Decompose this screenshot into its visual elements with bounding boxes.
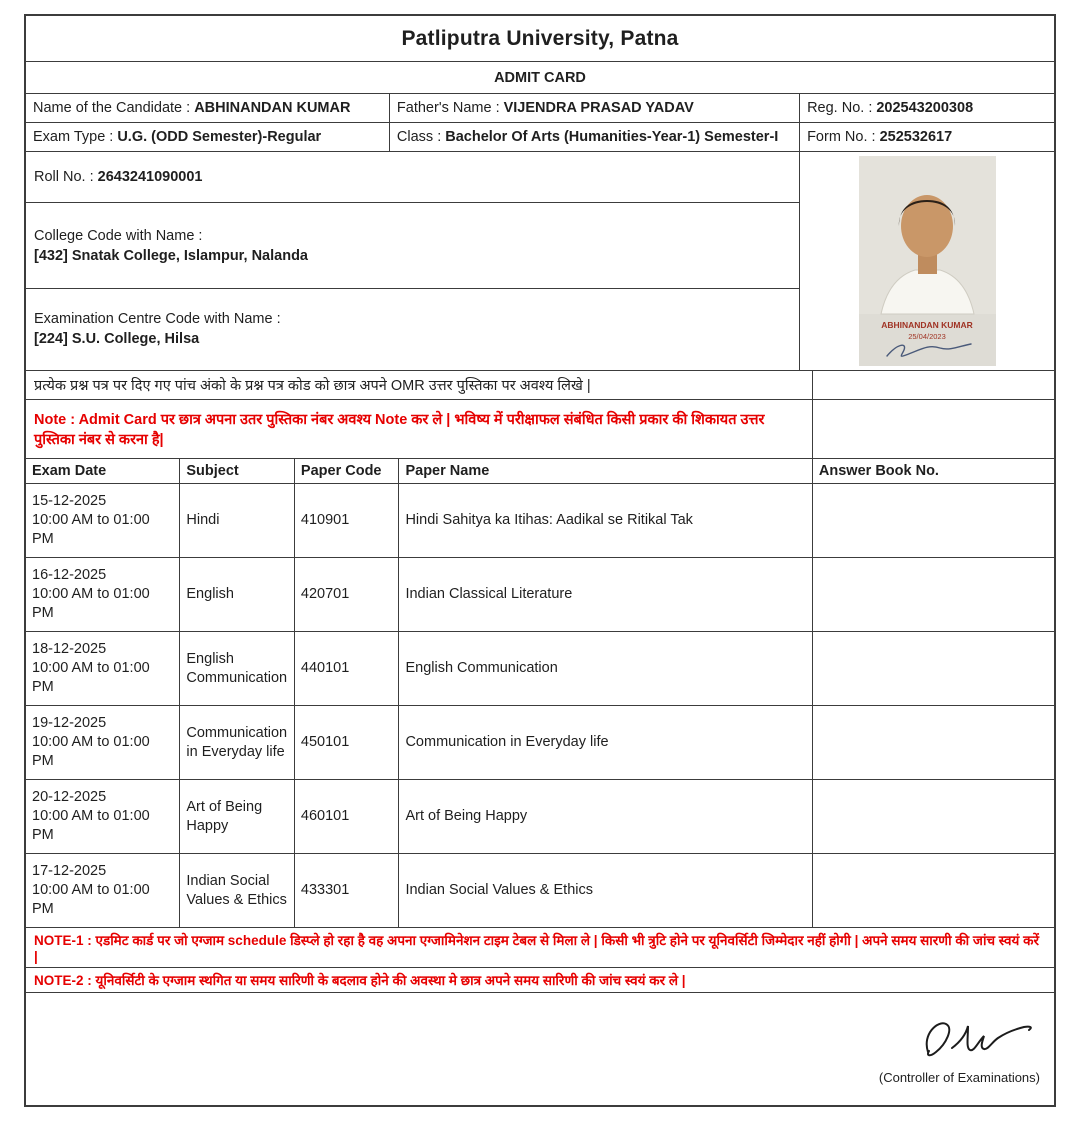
exam-centre-label: Examination Centre Code with Name : <box>34 311 281 327</box>
candidate-name-label: Name of the Candidate : <box>33 100 191 116</box>
omr-notice-empty-cell <box>813 371 1054 399</box>
candidate-name-cell <box>26 94 390 122</box>
footnote-1: NOTE-1 : एडमिट कार्ड पर जो एग्जाम schedule डिस्प्ले हो रहा है वह अपना एग्जामिनेशन टाइम टेबल से मिला ले | किसी भी त्रुटि होने पर यूनिवर्सिटी जिम्मेदार नहीं होगी | अपने समय सारणी की जांच स्वयं करें | <box>26 928 1054 968</box>
admit-card-heading: ADMIT CARD <box>26 62 1054 94</box>
exam-time: 10:00 AM to 01:00 PM <box>32 734 150 769</box>
exam-date: 20-12-2025 <box>32 789 107 806</box>
exam-table-row <box>26 632 1054 706</box>
exam-date-cell <box>26 780 180 853</box>
roll-college-column <box>26 152 800 370</box>
controller-signature-image <box>912 1014 1040 1064</box>
paper-code: 460101 <box>295 780 400 853</box>
class-cell <box>390 123 800 151</box>
exam-date-cell <box>26 632 180 705</box>
red-note-empty-cell <box>813 400 1054 458</box>
form-no-label: Form No. : <box>807 129 876 145</box>
info-row-2 <box>26 123 1054 152</box>
paper-code: 450101 <box>295 706 400 779</box>
exam-subject: Hindi <box>180 484 295 557</box>
exam-table-body <box>26 484 1054 928</box>
paper-code: 440101 <box>295 632 400 705</box>
exam-date-cell <box>26 706 180 779</box>
exam-table-row <box>26 780 1054 854</box>
answer-book-no <box>813 484 1054 557</box>
form-no-cell <box>800 123 1054 151</box>
exam-time: 10:00 AM to 01:00 PM <box>32 586 150 621</box>
college-label: College Code with Name : <box>34 227 203 244</box>
candidate-name-value: ABHINANDAN KUMAR <box>194 100 351 116</box>
col-paper-name: Paper Name <box>399 459 812 483</box>
exam-type-value: U.G. (ODD Semester)-Regular <box>117 129 322 145</box>
omr-notice-row <box>26 371 1054 400</box>
exam-subject: English Communication <box>180 632 295 705</box>
paper-name: Indian Social Values & Ethics <box>399 854 812 927</box>
exam-date: 15-12-2025 <box>32 493 107 510</box>
paper-name: Hindi Sahitya ka Itihas: Aadikal se Ritikal Tak <box>399 484 812 557</box>
exam-table-header <box>26 459 1054 484</box>
exam-subject: Communication in Everyday life <box>180 706 295 779</box>
footnote-2: NOTE-2 : यूनिवर्सिटी के एग्जाम स्थगित या समय सारिणी के बदलाव होने की अवस्था मे छात्र अपने समय सारिणी की जांच स्वयं कर ले | <box>26 968 1054 993</box>
reg-no-cell <box>800 94 1054 122</box>
exam-centre-row <box>26 289 799 369</box>
answer-book-no <box>813 558 1054 631</box>
page-title: Patliputra University, Patna <box>26 16 1054 62</box>
roll-no-row <box>26 152 799 203</box>
father-name-label: Father's Name : <box>396 100 500 116</box>
exam-centre-value: [224] S.U. College, Hilsa <box>34 331 200 347</box>
roll-no-label: Roll No. : <box>34 169 94 185</box>
father-name-cell <box>390 94 800 122</box>
col-answer-book-no: Answer Book No. <box>818 463 939 479</box>
omr-notice-text: प्रत्येक प्रश्न पत्र पर दिए गए पांच अंको के प्रश्न पत्र कोड को छात्र अपने OMR उत्तर पुस्तिका पर अवश्य लिखे | <box>26 371 813 399</box>
father-name-value: VIJENDRA PRASAD YADAV <box>503 100 694 116</box>
class-value: Bachelor Of Arts (Humanities-Year-1) Semester-I <box>445 129 779 145</box>
exam-subject: Art of Being Happy <box>180 780 295 853</box>
photo-cell <box>800 152 1054 370</box>
col-subject: Subject <box>180 459 295 483</box>
paper-code: 433301 <box>295 854 400 927</box>
college-value: [432] Snatak College, Islampur, Nalanda <box>34 247 308 264</box>
paper-code: 410901 <box>295 484 400 557</box>
exam-date-cell <box>26 484 180 557</box>
exam-time: 10:00 AM to 01:00 PM <box>32 660 150 695</box>
exam-date-cell <box>26 854 180 927</box>
answer-book-no <box>813 854 1054 927</box>
controller-of-examinations-label: (Controller of Examinations) <box>878 1069 1040 1085</box>
exam-type-label: Exam Type : <box>33 129 114 145</box>
exam-subject: Indian Social Values & Ethics <box>180 854 295 927</box>
exam-date: 16-12-2025 <box>32 567 107 584</box>
exam-table-row <box>26 558 1054 632</box>
photo-caption-date: 25/04/2023 <box>907 332 946 341</box>
exam-time: 10:00 AM to 01:00 PM <box>32 808 150 843</box>
exam-date: 19-12-2025 <box>32 715 107 732</box>
red-note-row <box>26 400 1054 459</box>
roll-college-photo-section <box>26 152 1054 371</box>
reg-no-value: 202543200308 <box>876 100 974 116</box>
exam-table-row <box>26 854 1054 928</box>
class-label: Class : <box>396 129 442 145</box>
photo-caption-name: ABHINANDAN KUMAR <box>880 320 973 330</box>
exam-table-row <box>26 706 1054 780</box>
exam-subject: English <box>180 558 295 631</box>
reg-no-label: Reg. No. : <box>807 100 873 116</box>
exam-date: 18-12-2025 <box>32 641 107 658</box>
exam-date-cell <box>26 558 180 631</box>
red-note-text: Note : Admit Card पर छात्र अपना उतर पुस्तिका नंबर अवश्य Note कर ले | भविष्य में परीक्षाफल संबंधित किसी प्रकार की शिकायत उत्तर पुस्तिका नंबर से करना है| <box>26 400 813 458</box>
paper-name: Art of Being Happy <box>399 780 812 853</box>
admit-card <box>24 14 1056 1107</box>
exam-time: 10:00 AM to 01:00 PM <box>32 882 150 917</box>
exam-date: 17-12-2025 <box>32 863 107 880</box>
college-row <box>26 203 799 289</box>
exam-type-cell <box>26 123 390 151</box>
signature-section <box>26 993 1054 1105</box>
answer-book-no <box>813 632 1054 705</box>
form-no-value: 252532617 <box>879 129 953 145</box>
paper-name: Indian Classical Literature <box>399 558 812 631</box>
exam-table-row <box>26 484 1054 558</box>
answer-book-no <box>813 780 1054 853</box>
answer-book-no <box>813 706 1054 779</box>
roll-no-value: 2643241090001 <box>97 169 203 185</box>
exam-time: 10:00 AM to 01:00 PM <box>32 512 150 547</box>
paper-name: English Communication <box>399 632 812 705</box>
col-paper-code: Paper Code <box>295 459 400 483</box>
paper-code: 420701 <box>295 558 400 631</box>
paper-name: Communication in Everyday life <box>399 706 812 779</box>
candidate-photo <box>859 156 996 366</box>
col-exam-date: Exam Date <box>26 459 180 483</box>
info-row-1 <box>26 94 1054 123</box>
